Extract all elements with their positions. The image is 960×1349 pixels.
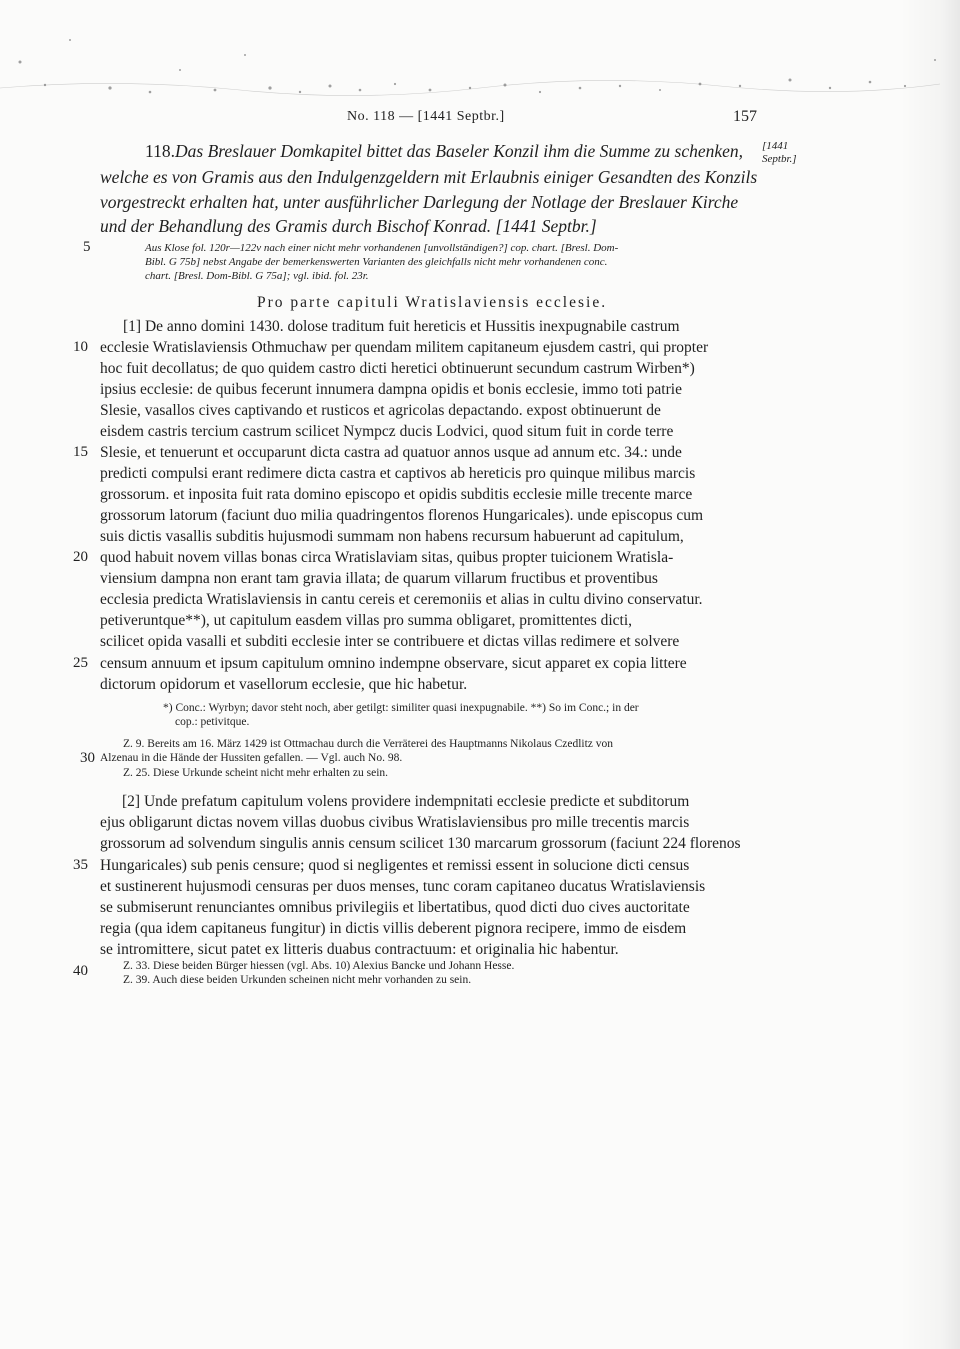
line-number: 5 — [83, 239, 91, 255]
page-number: 157 — [733, 108, 757, 125]
body-line: regia (qua idem capitaneus fungitur) in dictis villis deberent pignora recipere, immo de eisdem — [100, 920, 687, 937]
body-line: quod habuit novem villas bonas circa Wratislaviam sitas, quibus propter tuicionem Wratisla- — [100, 549, 674, 566]
body-line: grossorum ad solvendum singulis annis censum scilicet 130 marcarum grossorum (faciunt 224 florenos — [100, 835, 741, 852]
editorial-note: Z. 25. Diese Urkunde scheint nicht mehr erhalten zu sein. — [123, 767, 389, 779]
body-line: scilicet opida vasalli et subditi ecclesie inter se contribuere et dictas villas redimere et solvere — [100, 633, 680, 650]
body-line: Slesie, vasallos cives captivando et rusticos et agricolas depactando. expost obtinuerunt de — [100, 402, 661, 419]
line-number: 40 — [73, 963, 88, 979]
line-number: 25 — [73, 655, 88, 671]
page-edge-shadow — [900, 0, 960, 1349]
body-line: se submiserunt renunciantes omnibus privilegiis et libertatibus, quod dicti duo cives auctoritate — [100, 899, 690, 916]
body-line: Hungaricales) sub penis censure; quod si negligentes et remissi essent in solucione dicti census — [100, 857, 690, 874]
title-line: welche es von Gramis aus den Indulgenzgeldern mit Erlaubnis einiger Gesandten des Konzils — [100, 167, 758, 187]
title-line: und der Behandlung des Gramis durch Bischof Konrad. [1441 Septbr.] — [100, 216, 597, 236]
body-line: ipsius ecclesie: de quibus fecerunt innumera dampna opidis et bonis ecclesie, immo toti patrie — [100, 381, 682, 398]
body-line: Slesie, et tenuerunt et occuparunt dicta castra ad quatuor annos usque ad annum etc. 34.: unde — [100, 444, 682, 461]
body-line: petiveruntque**), ut capitulum easdem villas pro summa obligaret, promittentes dicti, — [100, 612, 633, 629]
margin-date: [1441 — [762, 140, 789, 152]
editorial-note: Z. 33. Diese beiden Bürger hiessen (vgl. Abs. 10) Alexius Bancke und Johann Hesse. — [123, 960, 515, 972]
footnote-line: *) Conc.: Wyrbyn; davor steht noch, aber getilgt: similiter quasi inexpugnabile. **) So im Conc.; in der — [163, 702, 639, 714]
editorial-note: Alzenau in die Hände der Hussiten gefallen. — Vgl. auch No. 98. — [100, 752, 403, 764]
scan-noise-strip — [0, 0, 960, 110]
source-note-line: Bibl. G 75b] nebst Angabe der bemerkenswerten Varianten des gleichfalls nicht mehr vorhandenen conc. — [145, 256, 608, 268]
body-line: grossorum. et inposita fuit rata domino episcopo et opidis subditis ecclesie mille trecente marce — [100, 486, 693, 503]
line-number: 20 — [73, 549, 88, 565]
editorial-note: Z. 9. Bereits am 16. März 1429 ist Ottmachau durch die Verräterei des Hauptmanns Nikolaus Czedlitz von — [123, 738, 614, 750]
body-line: eisdem castris tercium castrum scilicet Nympcz ducis Lodvici, quod situm fuit in corde terre — [100, 423, 674, 440]
document-subheading: Pro parte capituli Wratislaviensis ecclesie. — [257, 294, 608, 311]
body-line: ecclesie Wratislaviensis Othmuchaw per quendam militem capitaneum ejusdem castri, qui propter — [100, 339, 709, 356]
body-line: dictorum opidorum et vasellorum ecclesie, que hic habetur. — [100, 676, 468, 693]
body-line: viensium dampna non erant tam gravia illata; de quarum villarum fructibus et proventibus — [100, 570, 658, 587]
body-line: hoc fuit decollatus; de quo quidem castro dicti heretici obtinuerunt secundum castrum Wirben*) — [100, 360, 695, 377]
line-number: 15 — [73, 444, 88, 460]
body-line: se intromittere, sicut patet ex litteris duabus contractuum: et originalia hic habentur. — [100, 941, 619, 958]
body-line: [2] Unde prefatum capitulum volens providere indempnitati ecclesie predicte et subditorum — [122, 793, 690, 810]
margin-date: Septbr.] — [762, 153, 797, 165]
line-number: 30 — [80, 750, 95, 766]
title-line: Das Breslauer Domkapitel bittet das Baseler Konzil ihm die Summe zu schenken, — [175, 141, 744, 161]
body-line: suis dictis vasallis subditis hujusmodi summam non habens recursum habuerunt ad capitulum, — [100, 528, 684, 545]
body-line: ecclesia predicta Wratislaviensis in cantu cereis et ceremoniis et alias in cultu divino conservatur. — [100, 591, 703, 608]
editorial-note: Z. 39. Auch diese beiden Urkunden scheinen nicht mehr vorhanden zu sein. — [123, 974, 472, 986]
body-line: [1] De anno domini 1430. dolose traditum fuit hereticis et Hussitis inexpugnabile castrum — [123, 318, 680, 335]
running-header: No. 118 — [1441 Septbr.] — [347, 109, 505, 124]
source-note-line: chart. [Bresl. Dom-Bibl. G 75a]; vgl. ibid. fol. 23r. — [145, 270, 369, 282]
body-line: predicti compulsi erant redimere dicta castra et captivos ab hereticis pro quinque milibus marcis — [100, 465, 696, 482]
document-number: 118. — [145, 141, 175, 161]
line-number: 35 — [73, 857, 88, 873]
body-line: ejus obligarunt dictas novem villas duobus civibus Wratislaviensibus pro mille trecentis marcis — [100, 814, 690, 831]
body-line: et sustinerent hujusmodi censuras per duos menses, tunc coram capitaneo ducatus Wratislaviensis — [100, 878, 706, 895]
footnote-line: cop.: petivitque. — [175, 716, 250, 728]
title-line: vorgestreckt erhalten hat, unter ausführlicher Darlegung der Notlage der Breslauer Kirche — [100, 192, 739, 212]
body-line: grossorum latorum (faciunt duo milia quadringentos florenos Hungaricales). unde episcopus cum — [100, 507, 704, 524]
body-line: censum annuum et ipsum capitulum omnino indempne observare, sicut apparet ex copia littere — [100, 655, 687, 672]
line-number: 10 — [73, 339, 88, 355]
source-note-line: Aus Klose fol. 120r—122v nach einer nicht mehr vorhandenen [unvollständigen?] cop. chart. [Bresl. Dom- — [145, 242, 619, 254]
